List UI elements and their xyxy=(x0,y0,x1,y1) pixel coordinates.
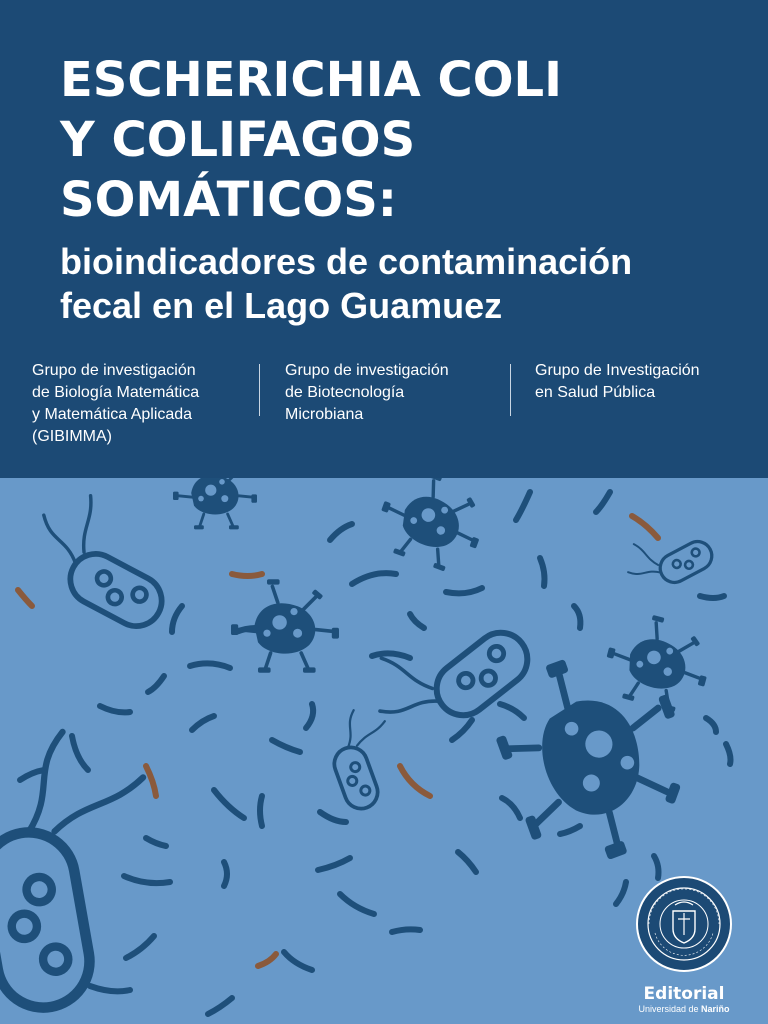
cover-title xyxy=(60,50,562,230)
cover-header xyxy=(0,0,768,478)
publisher-logo xyxy=(630,875,738,1015)
title-line-3: SOMÁTICOS: xyxy=(60,172,397,228)
phage-small-top xyxy=(173,478,257,529)
group-line: Grupo de Investigación xyxy=(535,362,700,379)
research-group-biotecnologia xyxy=(285,360,449,426)
publisher-sub-prefix: Universidad de xyxy=(638,1004,702,1014)
university-seal-icon xyxy=(635,875,733,973)
group-divider xyxy=(259,364,260,416)
group-line: y Matemática Aplicada xyxy=(32,406,193,423)
group-line: Grupo de investigación xyxy=(32,362,196,379)
bacterium-large-bottom-left xyxy=(0,720,180,1015)
group-line: de Biología Matemática xyxy=(32,384,200,401)
title-line-1: ESCHERICHIA COLI xyxy=(60,52,562,108)
cover-subtitle xyxy=(60,240,632,328)
phage-top-center xyxy=(369,478,495,579)
bacterium-small-right xyxy=(618,514,717,601)
subtitle-line-1: bioindicadores de contaminación xyxy=(60,241,633,282)
bacterium-center xyxy=(355,584,538,758)
research-group-gibimma xyxy=(32,360,199,448)
group-line: (GIBIMMA) xyxy=(32,428,112,445)
publisher-subtitle xyxy=(630,1004,738,1015)
phage-right xyxy=(597,606,718,718)
bacterium-small-center xyxy=(318,701,410,813)
bacterium-top-left xyxy=(17,481,192,635)
publisher-name: Editorial xyxy=(643,984,725,1004)
research-group-salud-publica xyxy=(535,360,700,404)
subtitle-line-2: fecal en el Lago Guamuez xyxy=(60,285,503,326)
research-groups xyxy=(0,360,768,460)
group-line: Microbiana xyxy=(285,406,364,423)
publisher-sub-bold: Nariño xyxy=(701,1004,730,1014)
group-divider xyxy=(510,364,511,416)
group-line: Grupo de investigación xyxy=(285,362,449,379)
group-line: de Biotecnología xyxy=(285,384,405,401)
title-line-2: Y COLIFAGOS xyxy=(60,112,416,168)
group-line: en Salud Pública xyxy=(535,384,656,401)
